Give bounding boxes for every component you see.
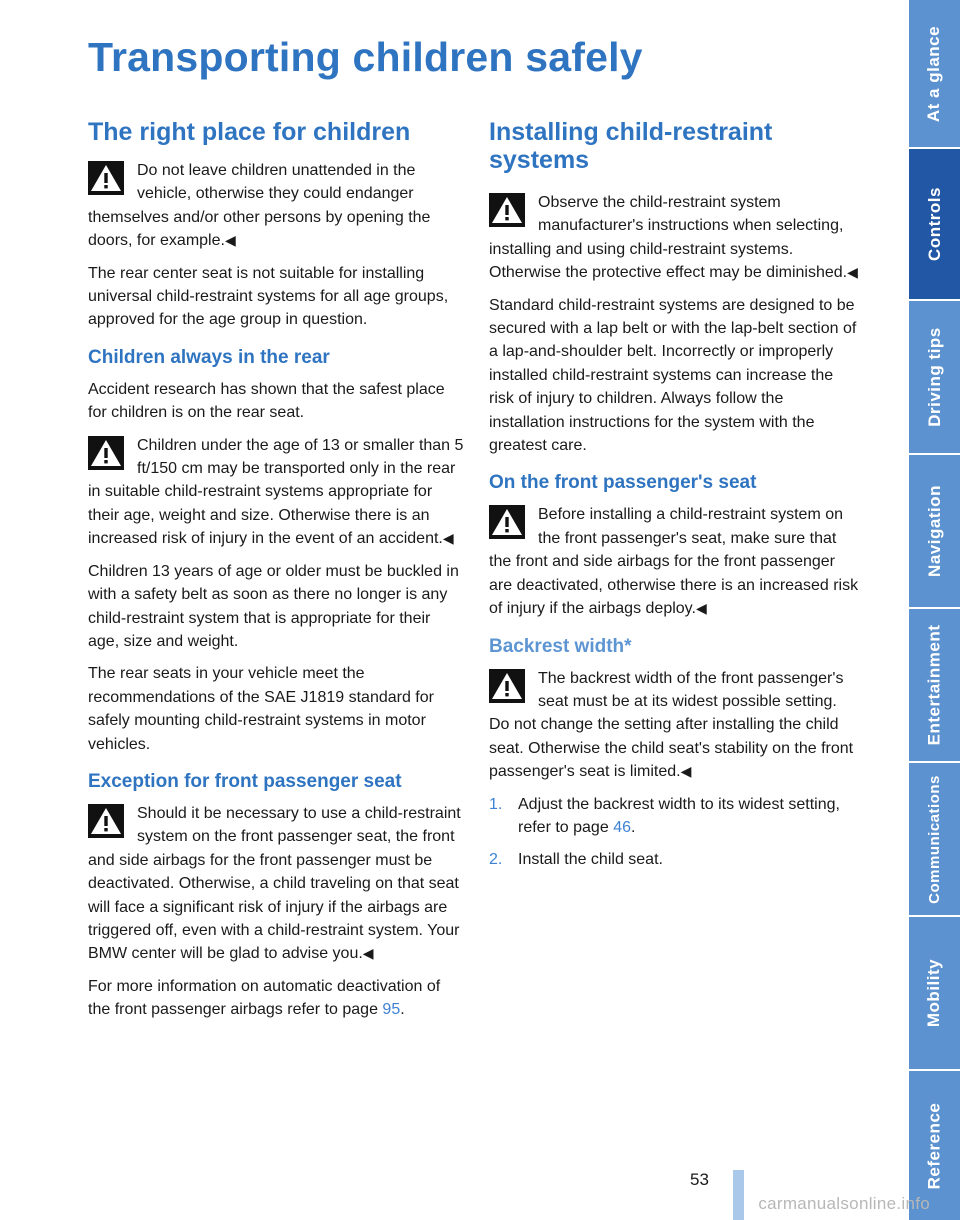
- end-mark: ◀: [442, 530, 454, 547]
- steps-list: [489, 793, 861, 872]
- page-link-46[interactable]: 46: [613, 818, 631, 836]
- list-item: [489, 793, 861, 840]
- tab-label: Driving tips: [924, 327, 944, 427]
- step-text: Install the child seat.: [518, 851, 663, 869]
- period: .: [400, 1001, 405, 1019]
- page-title: Transporting children safely: [88, 34, 643, 80]
- heading-installing: Installing child-restraint systems: [489, 118, 773, 174]
- warning-triangle-icon: [489, 193, 525, 227]
- tab-at-a-glance[interactable]: [909, 0, 960, 147]
- warning-text: Should it be necessary to use a child-restraint system on the front passenger seat, the front and side airbags for the front passenger must be deactivated. Otherwise, a child traveling on that seat will face a significant risk of injury if the airbags are triggered off, even with a child-restraint system. Your BMW center will be glad to advise you.: [88, 804, 461, 963]
- warning-text: Before installing a child-restraint system on the front passenger's seat, make sure that the front and side airbags for the front passenger are deactivated, otherwise there is an increased risk of injury if the airbags deploy.: [489, 506, 859, 618]
- heading-always-rear: Children always in the rear: [88, 346, 330, 368]
- warning-front-passenger: [88, 802, 464, 966]
- warning-text: Children under the age of 13 or smaller than 5 ft/150 cm may be transported only in the rear in suitable child-restraint systems appropriate for their age, weight and size. Otherwise there is an increased risk of injury in the event of an accident.: [88, 436, 464, 548]
- tab-label: Reference: [924, 1102, 944, 1189]
- tab-label: Communications: [926, 774, 943, 904]
- tab-driving-tips[interactable]: [909, 301, 960, 453]
- section-sidebar: [909, 0, 960, 1220]
- warning-text: Observe the child-restraint system manufacturer's instructions when selecting, installing and using child-restraint systems. Otherwise the protective effect may be diminished.: [489, 194, 848, 282]
- paragraph-accident-research: Accident research has shown that the safest place for children is on the rear seat.: [88, 380, 445, 422]
- heading-right-place: The right place for children: [88, 118, 411, 146]
- step-number: 2.: [489, 851, 503, 869]
- end-mark: ◀: [224, 232, 236, 249]
- tab-navigation[interactable]: [909, 455, 960, 607]
- tab-label: Mobility: [924, 958, 944, 1028]
- heading-front-seat: On the front passenger's seat: [489, 472, 757, 494]
- warning-airbags-deactivated: [489, 503, 861, 620]
- watermark: carmanualsonline.info: [758, 1194, 930, 1213]
- warning-triangle-icon: [489, 669, 525, 703]
- tab-mobility[interactable]: [909, 917, 960, 1069]
- warning-triangle-icon: [88, 161, 124, 195]
- paragraph-13-years: Children 13 years of age or older must be buckled in with a safety belt as soon as there no longer is any child-restraint system that is appropriate for their age, size and weight.: [88, 562, 459, 650]
- page-link-95[interactable]: 95: [382, 1001, 401, 1019]
- tab-label: Entertainment: [924, 624, 944, 746]
- tab-controls[interactable]: [909, 149, 960, 299]
- warning-text: The backrest width of the front passenger's seat must be at its widest possible setting. Do not change the setting after installing the child seat. Otherwise the child seat's stability on the front passenger's seat is limited.: [489, 669, 854, 781]
- warning-triangle-icon: [88, 436, 124, 470]
- warning-text: Do not leave children unattended in the vehicle, otherwise they could endanger themselves and/or other persons by opening the doors, for example.: [88, 162, 431, 250]
- end-mark: ◀: [695, 600, 707, 617]
- warning-triangle-icon: [88, 804, 124, 838]
- end-mark: ◀: [847, 264, 858, 281]
- paragraph-standard-systems: Standard child-restraint systems are designed to be secured with a lap belt or with the lap-belt section of a lap-and-shoulder belt. Incorrectly or improperly installed child-restraint systems can increase the risk of injury to children. Always follow the installation instructions for the system with the greatest care.: [489, 296, 857, 455]
- end-mark: ◀: [680, 763, 692, 780]
- more-info-text: For more information on automatic deactivation of the front passenger airbags refer to page: [88, 977, 441, 1019]
- heading-exception: Exception for front passenger seat: [88, 770, 402, 792]
- page-number: 53: [690, 1170, 709, 1189]
- left-column: [88, 118, 464, 1031]
- right-column: [489, 118, 861, 881]
- end-mark: ◀: [362, 945, 374, 962]
- warning-unattended: [88, 159, 464, 253]
- paragraph-more-info: [88, 975, 464, 1022]
- tab-entertainment[interactable]: [909, 609, 960, 761]
- warning-age-13: [88, 434, 464, 551]
- paragraph-rear-center: The rear center seat is not suitable for installing universal child-restraint systems for all age groups, approved for the age group in question.: [88, 264, 449, 329]
- tab-label: Navigation: [924, 485, 944, 577]
- warning-backrest: [489, 667, 861, 784]
- heading-backrest-width: Backrest width*: [489, 635, 632, 657]
- warning-triangle-icon: [489, 505, 525, 539]
- paragraph-sae: The rear seats in your vehicle meet the recommendations of the SAE J1819 standard for safely mounting child-restraint systems in motor vehicles.: [88, 665, 434, 753]
- period: .: [630, 818, 636, 836]
- list-item: [489, 848, 861, 871]
- tab-communications[interactable]: [909, 763, 960, 915]
- tab-label: At a glance: [924, 25, 944, 122]
- step-number: 1.: [489, 795, 503, 813]
- warning-manufacturer: [489, 191, 861, 285]
- step-text: Adjust the backrest width to its widest setting, refer to page: [518, 795, 840, 836]
- tab-label: Controls: [924, 187, 944, 261]
- page-marker-strip: [733, 1170, 744, 1220]
